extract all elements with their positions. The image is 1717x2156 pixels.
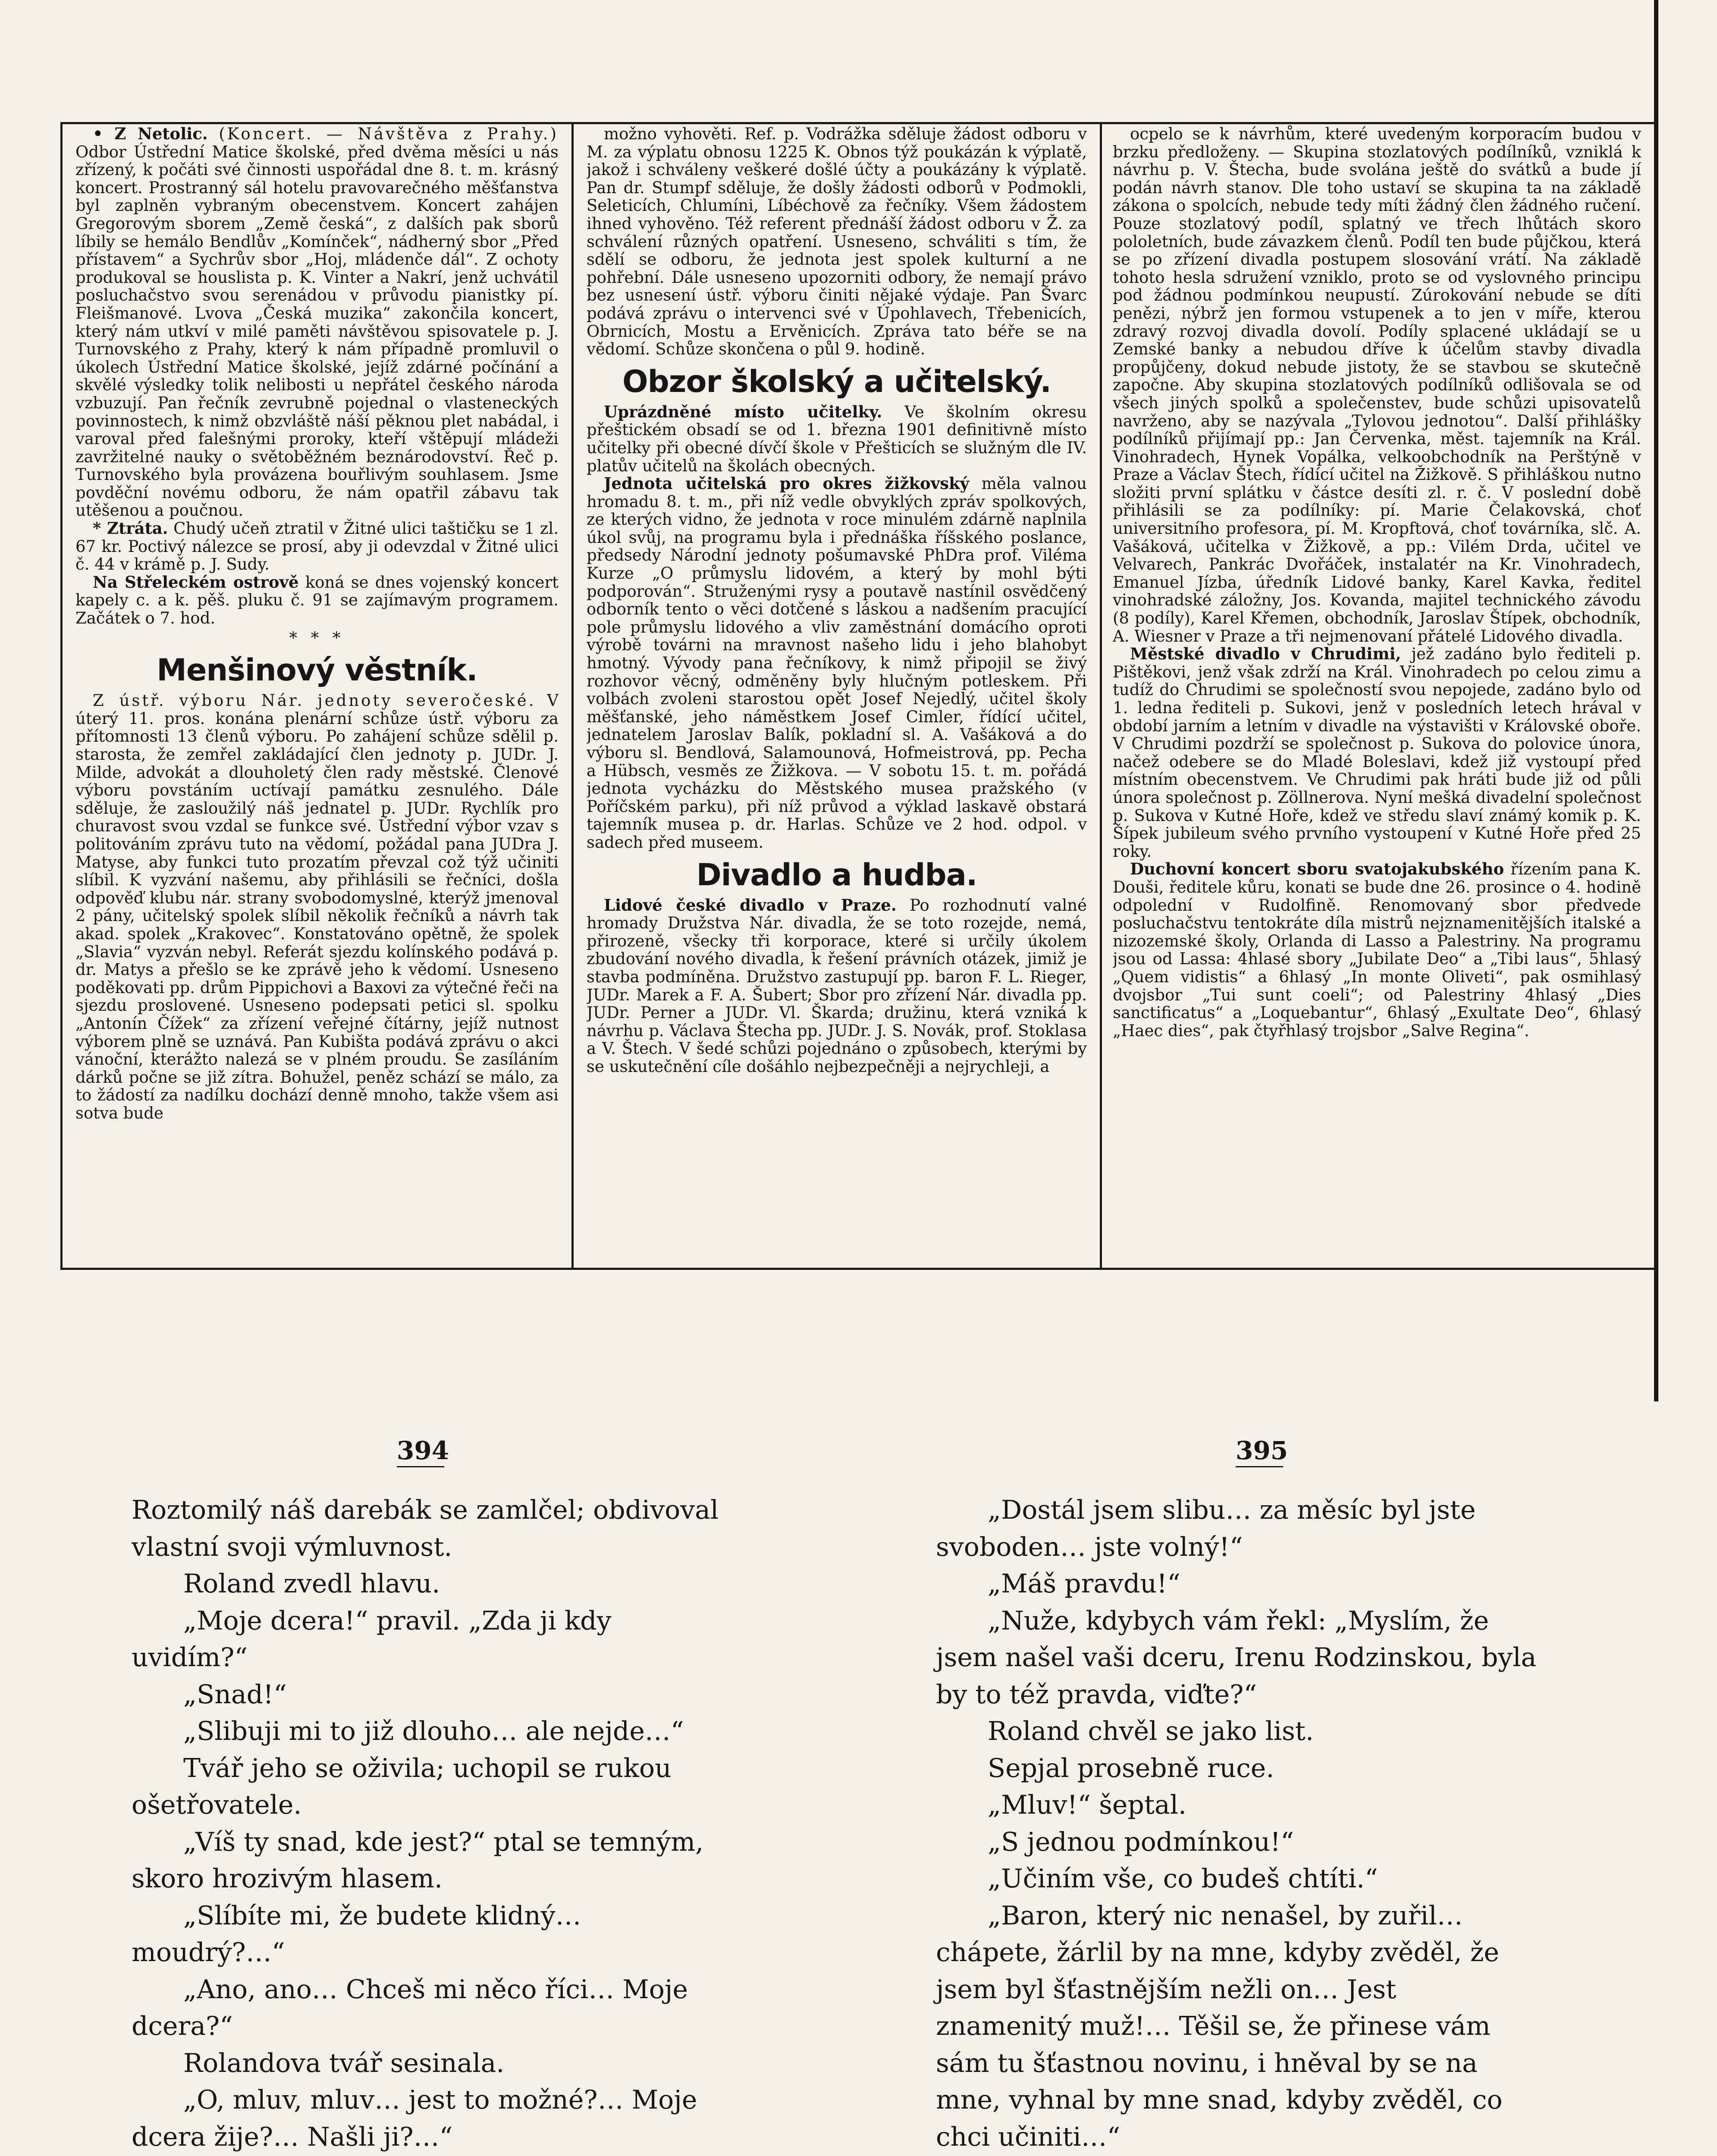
article-body: možno vyhověti. Ref. p. Vodrážka sděluje žádost odboru v M. za výplatu obnosu 1225 K. Obnos týž poukázán k výplatě, jakož i schváleny veškeré došlé účty a poukázány k výplatě. Pan dr. Stumpf sděluje, že došly žádosti odborů v Podmokli, Seleticích, Chlumíni, Líbéchově za řečníky. Všem žádostem ihned vyhověno. Též referent přednáší žádost odboru v Ž. za schválení různých opatření. Usneseno, schváliti s tím, že sdělí se odboru, že jednota jest spolek kulturní a ne pohřební. Dále usneseno upozorniti odbory, že nemají právo bez usnesení ústř. výboru činiti nějaké výdaje. Pan Švarc podává zprávu o intervenci své v Úpohlavech, Třebenicích, Obrnicích, Mostu a Ervěnicích. Zpráva tato béře se na vědomí. Schůze skončena o půl 9. hodině. — [587, 125, 1087, 359]
novel-paragraph: „Učiním vše, co budeš chtíti.“ — [988, 1864, 1378, 1894]
article-paragraph — [75, 573, 559, 627]
article-paragraph — [75, 125, 559, 520]
section-heading-divadlo-a-hudba: Divadlo a hudba. — [696, 857, 977, 893]
novel-paragraph: „Nuže, kdybych vám řekl: „Myslím, že jsem našel vaši dceru, Irenu Rodzinskou, byla by to též pravda, viďte?“ — [936, 1605, 1537, 1710]
article-paragraph — [1113, 860, 1641, 1040]
article-lead: Duchovní koncert sboru svatojakubského — [1130, 859, 1504, 879]
article-paragraph — [75, 520, 559, 573]
article-body: ocpelo se k návrhům, které uvedeným korporacím budou v brzku předloženy. — Skupina stozlatových podílníků, vzniklá k návrhu p. V. Štecha, bude svolána ještě do svátků a bude jí podán návrh stanov. Dle toho ustaví se skupina ta na základě zákona o spolcích, nebude tedy míti žádný člen žádného ručení. Pouze stozlatový podíl, splatný ve třech lhůtách skoro pololetních, bude závazkem členů. Podíl ten bude půjčkou, která se po zřízení divadla postupem slosování vrátí. Na základě tohoto hesla sdružení vzniklo, proto se od vyslovného principu pod žádnou podmínkou neupustí. Zúrokování nebude se díti penězi, nýbrž jen formou vstupenek a to jen v míře, kterou zdravý rozvoj divadla dovolí. Podíly splacené ukládají se u Zemské banky a nebudou dříve k účelům stavby divadla propůjčeny, dokud nebude jistoty, že se stavbou se skutečně započne. Aby skupina stozlatových podílníků odlišovala se od všech jiných spolků a společenstev, bude schůzi upisovatelů navrženo, aby se nazývala „Tylovou jednotou“. Další přihlášky podílníků přijímají pp.: Jan Červenka, měst. tajemník na Král. Vinohradech, Hynek Vopálka, velkoobchodník na Perštýně v Praze a Václav Štech, řídící učitel na Žižkově. S přihláškou nutno složiti první splátku v částce desíti zl. r. č. V poslední době přihlásili se za podílníky: pí. Marie Čelakovská, choť universitního profesora, pí. M. Kropftová, choť továrníka, slč. A. Vašáková, učitelka v Žižkově, a pp.: Vilém Drda, učitel ve Velvarech, Pankrác Dvořáček, instalatér na Kr. Vinohradech, Emanuel Jízba, úředník Lidové banky, Karel Kavka, ředitel vinohradské záložny, Jos. Kovanda, majitel technického závodu (8 podíly), Karel Křemen, obchodník, Jaroslav Štípek, obchodník, A. Wiesner v Praze a tři nejmenovaní přátelé Lidového divadla. — [1113, 125, 1641, 646]
article-lead: * Ztráta. — [93, 519, 168, 538]
article-paragraph — [1113, 645, 1641, 860]
novel-paragraph: „Slibuji mi to již dlouho… ale nejde…“ — [183, 1716, 684, 1746]
folio-rule-right — [1236, 1466, 1283, 1467]
article-paragraph — [587, 403, 1087, 475]
column-2 — [587, 125, 1087, 1266]
novel-paragraph: „Máš pravdu!“ — [988, 1569, 1180, 1599]
novel-paragraph: „Víš ty snad, kde jest?“ ptal se temným, skoro hrozivým hlasem. — [132, 1827, 704, 1894]
novel-paragraph: „Dostál jsem slibu… za měsíc byl jste svoboden… jste volný!“ — [936, 1495, 1476, 1562]
novel-paragraph: „Mluv!“ šeptal. — [988, 1790, 1187, 1820]
article-lead: • Z Netolic. — [93, 125, 208, 143]
novel-page-right — [936, 1492, 1540, 2156]
column-rule-left-edge — [60, 122, 63, 1269]
article-spaced-title: Z ústř. výboru Nár. jednoty severočeské. — [93, 691, 536, 710]
article-body: měla valnou hromadu 8. t. m., při níž vedle obvyklých zpráv spolkových, ze kterých vidno, že jednota v roce minulém zdárně naplnila úkol svůj, na programu byla i přednáška říšského poslance, předsedy Národní jednoty pošumavské PhDra prof. Viléma Kurze „O průmyslu lidovém, a který by mohl býti podporován“. Struženými rysy a poutavě nastínil osvědčený odborník tento o věci dotčené s láskou a nadšením pracující pole průmyslu lidového a vliv zaměstnání domácího oproti výrobě továrni na mravnost našeho lidu i jeho blahobyt hmotný. Vývody pana řečníkovy, k nimž připojil se živý rozhovor věcný, odměněny byly hlučným potleskem. Při volbách zvoleni starostou opět Josef Nejedlý, učitel školy měšťanské, jeho náměstkem Josef Cimler, řídící učitel, jednatelem Jaroslav Balík, pokladní sl. A. Vašáková a do výboru sl. Bendlová, Salamounová, Hofmeistrová, pp. Pecha a Hübsch, vesměs ze Žižkova. — V sobotu 15. t. m. pořádá jednota vycházku do Městského musea pražského (v Poříčském parku), při níž průvod a výklad laskavě obstará tajemník musea p. dr. Harlas. Schůze ve 2 hod. odpol. v sadech před museem. — [587, 474, 1087, 852]
article-paragraph — [587, 125, 1087, 358]
column-1 — [75, 125, 559, 1266]
novel-paragraph: Rolandova tvář sesinala. — [183, 2048, 505, 2078]
article-paragraph — [587, 896, 1087, 1076]
novel-paragraph: „Moje dcera!“ pravil. „Zda ji kdy uvidím?“ — [132, 1605, 612, 1673]
folio-rule-left — [397, 1466, 444, 1467]
article-body: Odbor Ústřední Matice školské, před dvěma měsíci u nás zřízený, k počáti své činnosti uspořádal dne 8. t. m. krásný koncert. Prostranný sál hotelu pravovarečného měšťanstva byl zaplněn vybraným obecenstvem. Koncert zahájen Gregorovým sborem „Země česká“, z dalších pak sborů líbily se hemálo Bendlův „Komínček“, nádherný sbor „Před přístavem“ a Sychrův sbor „Hoj, mládenče dál“. Z ochoty produkoval se houslista p. K. Vinter a Nakrí, jenž uchvátil posluchačstvo svou serenádou v průvodu pianistky pí. Fleišmanové. Lvova „Česká muzika“ zakončila koncert, který nám utkví v milé paměti návštěvou spisovatele p. J. Turnovského z Prahy, který k nám případně promluvil o úkolech Ústřední Matice školské, jejíž zdárné počínání a skvělé výsledky tolik nelibosti u nepřátel českého národa vzbuzují. Pan řečník zevrubně pojednal o vlasteneckých povinnostech, k nimž obzvláště náší pěknou plet nabádal, i varoval před falešnými proroky, kteří vštěpují mládeži zavržitelné nauky o světoběžném beznárodovství. Řeč p. Turnovského byla provázena bouřlivým souhlasem. Jsme povděční novému odboru, že nám opatřil zábavu tak utěšenou a poučnou. — [75, 142, 559, 520]
article-body: Chudý učeň ztratil v Žitné ulici taštičku se 1 zl. 67 kr. Poctivý nálezce se prosí, aby ji odevzdal v Žitné ulici č. 44 v krámě p. J. Sudy. — [75, 519, 559, 574]
novel-paragraph: Roland chvěl se jako list. — [988, 1716, 1314, 1746]
novel-paragraph: Roland zvedl hlavu. — [183, 1569, 440, 1599]
novel-paragraph: „Baron, který nic nenašel, by zuřil… chápete, žárlil by na mne, kdyby zvěděl, že jsem byl šťastnějším nežli on… Jest znamenitý muž!… Těšil se, že přinese vám sám tu šťastnou novinu, i hněval by se na mne, vyhnal by mne snad, kdyby zvěděl, co chci učiniti…“ — [936, 1900, 1503, 2152]
section-separator: * * * — [289, 628, 345, 647]
article-body: řízením pana K. Douši, ředitele kůru, konati se bude dne 26. prosince o 4. hodině odpolední v Rudolfině. Renomovaný sbor předvede posluchačstvu tentokráte díla mistrů nejznamenitějších italské a nizozemské školy, Orlanda di Lasso a Palestriny. Na programu jsou od Lassa: 4hlasé sbory „Jubilate Deo“ a „Tibi laus“, 5hlasý „Quem vidistis“ a 6hlasý „In monte Oliveti“, pak osmihlasý dvojsbor „Tui sunt coeli“; od Palestriny 4hlasý „Dies sanctificatus“ a „Loquebantur“, 6hlasý „Exultate Deo“, 6hlasý „Haec dies“, pak čtyřhlasý trojsbor „Salve Regina“. — [1113, 860, 1641, 1040]
novel-paragraph: „Slíbíte mi, že budete klidný… moudrý?…“ — [132, 1900, 581, 1968]
article-paragraph — [75, 692, 559, 1122]
article-lead: Jednota učitelská pro okres žižkovský — [604, 474, 970, 493]
article-body: V úterý 11. pros. konána plenární schůze ústř. výboru za přítomnosti 13 členů výboru. Po zahájení schůze sdělil p. starosta, že zemřel zakládající člen jednoty p. JUDr. J. Milde, advokát a dlouholetý člen rady městské. Členové výboru povstáním uctívají památku zesnulého. Dále sděluje, že zasloužilý náš jednatel p. JUDr. Rychlík pro churavost svou vzdal se funkce své. Ústřední výbor vzav s politováním zprávu tuto na vědomí, požádal pana JUDra J. Matyse, aby funkci tuto prozatím převzal což týž učiniti slíbil. K vyzvání našemu, aby přihlásili se řečníci, došla odpověď klubu nár. strany svobodomyslné, kterýž jmenoval 2 pány, učitelský spolek slíbil několik řečníků a návrh tak akad. spolek „Krakovec“. Konstatováno opětně, že spolek „Slavia“ vyzván nebyl. Referát sjezdu kolínského podává p. dr. Matys a přešlo se ke zprávě jeho k vědomí. Usneseno poděkovati pp. drům Pippichovi a Baxovi za výtečné řeči na sjezdu proslovené. Usneseno podepsati petici sl. spolku „Antonín Čížek“ za zřízení veřejné čítárny, jejíž nutnost výborem plně se uznává. Pan Kubišta podává zprávu o akci vánoční, kterážto nalezá se v plném proudu. Se zasíláním dárků počne se již zítra. Bohužel, peněz schází se málo, za to žádostí za nadílku dochází denně mnoho, takže všem asi sotva bude — [75, 691, 559, 1122]
page-number-right: 395 — [1236, 1436, 1288, 1465]
article-paragraph — [587, 475, 1087, 851]
article-lead: Lidové české divadlo v Praze. — [604, 895, 897, 915]
article-body: Ve školním okresu přeštickém obsadí se od 1. března 1901 definitivně místo učitelky při obecné dívčí škole v Přešticích se služným dle IV. platův učitelů na školách obecných. — [587, 402, 1087, 475]
novel-paragraph: Sepjal prosebně ruce. — [988, 1753, 1274, 1783]
bottom-rule — [60, 1268, 1656, 1270]
article-body: Po rozhodnutí valné hromady Družstva Nár. divadla, že se toto rozejde, nemá, přirozeně, všecky tři korporace, které si určily úkolem zbudování nového divadla, k řešení právních otázek, jimiž je stavba podmíněna. Družstvo zastupují pp. baron F. L. Rieger, JUDr. Marek a F. A. Šubert; Sbor pro zřízení Nár. divadla pp. JUDr. Perner a JUDr. Vl. Škarda; družinu, která vzniká k návrhu p. Václava Štecha pp. JUDr. J. S. Novák, prof. Stoklasa a V. Štech. V šedé schůzi pojednáno o způsobech, kterými by se uskutečnění cíle došáhlo nejbezpečněji a nejrychleji, a — [587, 896, 1087, 1076]
column-rule-right-edge — [1654, 0, 1658, 1401]
article-lead: Městské divadlo v Chrudimi, — [1130, 644, 1401, 664]
column-rule-1 — [571, 122, 574, 1269]
section-heading-mensinovy-vestnik: Menšinový věstník. — [157, 652, 477, 688]
novel-paragraph: Roztomilý náš darebák se zamlčel; obdivoval vlastní svoji výmluvnost. — [132, 1495, 719, 1562]
article-lead: Na Střeleckém ostrově — [93, 572, 299, 592]
column-3 — [1113, 125, 1641, 1266]
novel-paragraph: „O, mluv, mluv… jest to možné?… Moje dcera žije?… Našli ji?…“ — [132, 2085, 697, 2152]
novel-paragraph: „Snad!“ — [183, 1679, 287, 1710]
page-number-left: 394 — [397, 1436, 449, 1465]
article-body: jež zadáno bylo řediteli p. Pištěkovi, jenž však zdrží na Král. Vinohradech po celou zimu a tudíž do Chrudimi se společností svou nepojede, zadáno bylo od 1. ledna řediteli p. Sukovi, jenž v posledních letech hrával v období jarním a letním v divadle na výstavišti v Královské oboře. V Chrudimi pozdrží se společnost p. Sukova do polovice února, načež odebere se do Mladé Boleslavi, kdež již vystoupí před místním obecenstvem. Ve Chrudimi pak hráti bude již od půli února společnost p. Zöllnerova. Nyní mešká divadelní společnost p. Sukova v Kutné Hoře, kdež ve středu slaví známý komik p. K. Šípek jubileum svého prvního vystoupení v Kutné Hoře před 25 roky. — [1113, 645, 1641, 861]
article-lead: Uprázdněné místo učitelky. — [604, 402, 882, 421]
top-rule — [60, 122, 1656, 124]
article-body: koná se dnes vojenský koncert kapely c. a k. pěš. pluku č. 91 se zajímavým programem. Začátek o 7. hod. — [75, 573, 559, 628]
novel-paragraph: Tvář jeho se oživila; uchopil se rukou ošetřovatele. — [132, 1753, 672, 1820]
column-rule-2 — [1100, 122, 1102, 1269]
novel-paragraph: „S jednou podmínkou!“ — [988, 1827, 1294, 1857]
article-spaced-title: (Koncert. — Návštěva z Prahy.) — [219, 125, 559, 143]
section-heading-obzor-skolsky: Obzor školský a učitelský. — [622, 364, 1051, 399]
novel-paragraph: „Ano, ano… Chceš mi něco říci… Moje dcera?“ — [132, 1974, 688, 2041]
novel-page-left — [132, 1492, 731, 2156]
article-paragraph — [1113, 125, 1641, 645]
